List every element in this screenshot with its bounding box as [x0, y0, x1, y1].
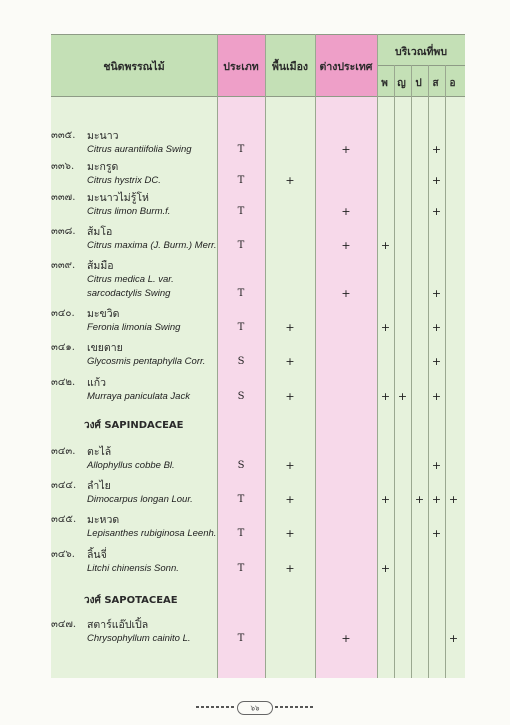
region-letter: พ: [381, 78, 388, 89]
foreign-mark: +: [341, 632, 351, 645]
header-regions-title: บริเวณที่พบ: [394, 46, 448, 58]
thai-name: ลิ้นจี่: [87, 549, 107, 561]
plant-type: T: [237, 633, 245, 644]
region-mark: +: [380, 239, 391, 252]
region-mark: +: [431, 174, 442, 187]
species-number: ๓๔๖.: [51, 549, 75, 560]
region-mark: +: [397, 390, 408, 403]
plant-type: S: [237, 460, 245, 471]
thai-name: มะหวด: [87, 514, 120, 526]
footer-ornament: [196, 706, 234, 708]
plant-type: T: [237, 322, 245, 333]
native-mark: +: [285, 493, 295, 506]
scientific-name: Lepisanthes rubiginosa Leenh.: [87, 528, 217, 539]
plant-type: T: [237, 563, 245, 574]
region-mark: +: [431, 355, 442, 368]
thai-name: มะขวิด: [87, 308, 120, 320]
region-letter: ส: [432, 78, 439, 89]
native-mark: +: [285, 390, 295, 403]
region-mark: +: [431, 205, 442, 218]
scientific-name: Allophyllus cobbe Bl.: [87, 460, 175, 471]
native-mark: +: [285, 321, 295, 334]
scientific-name: Citrus maxima (J. Burm.) Merr.: [87, 240, 217, 251]
foreign-mark: +: [341, 143, 351, 156]
region-mark: +: [414, 493, 425, 506]
page-number-badge: [237, 701, 273, 715]
header-species: ชนิดพรรณไม้: [103, 61, 165, 73]
region-letter: ป: [415, 78, 422, 89]
species-table: [51, 34, 465, 678]
scientific-name: sarcodactylis Swing: [87, 288, 171, 299]
native-mark: +: [285, 562, 295, 575]
scientific-name: Citrus medica L. var.: [87, 274, 174, 285]
species-number: ๓๓๗.: [51, 192, 76, 203]
plant-type: T: [237, 240, 245, 251]
thai-name: มะนาว: [87, 130, 119, 142]
thai-name: ส้มโอ: [87, 226, 113, 238]
plant-type: T: [237, 288, 245, 299]
foreign-mark: +: [341, 205, 351, 218]
region-mark: +: [431, 143, 442, 156]
species-number: ๓๔๒.: [51, 377, 76, 388]
region-mark: +: [431, 287, 442, 300]
native-mark: +: [285, 355, 295, 368]
region-mark: +: [380, 493, 391, 506]
native-mark: +: [285, 174, 295, 187]
scientific-name: Glycosmis pentaphylla Corr.: [87, 356, 206, 367]
species-number: ๓๔๐.: [51, 308, 75, 319]
region-mark: +: [448, 632, 459, 645]
plant-type: T: [237, 528, 245, 539]
region-mark: +: [431, 493, 442, 506]
native-mark: +: [285, 527, 295, 540]
plant-type: S: [237, 356, 245, 367]
thai-name: มะนาวไม่รู้โห่: [87, 192, 149, 204]
species-number: ๓๔๕.: [51, 514, 77, 525]
region-mark: +: [431, 527, 442, 540]
region-mark: +: [431, 459, 442, 472]
scientific-name: Feronia limonia Swing: [87, 322, 181, 333]
species-number: ๓๓๙.: [51, 260, 76, 271]
species-number: ๓๔๑.: [51, 342, 75, 353]
region-mark: +: [380, 390, 391, 403]
thai-name: มะกรูด: [87, 161, 119, 173]
header-foreign: ต่างประเทศ: [319, 61, 373, 73]
scientific-name: Citrus limon Burm.f.: [87, 206, 171, 217]
region-mark: +: [431, 390, 442, 403]
family-heading: วงศ์ SAPOTACEAE: [84, 595, 178, 606]
scientific-name: Chrysophyllum cainito L.: [87, 633, 191, 644]
foreign-mark: +: [341, 239, 351, 252]
species-number: ๓๓๘.: [51, 226, 76, 237]
species-number: ๓๔๔.: [51, 480, 77, 491]
header-type: ประเภท: [223, 61, 259, 73]
plant-type: T: [237, 206, 245, 217]
page-number: ๖๖: [250, 704, 260, 712]
species-number: ๓๓๕.: [51, 130, 76, 141]
region-letter: ญ: [397, 78, 406, 89]
header-native: พื้นเมือง: [271, 61, 309, 73]
species-number: ๓๓๖.: [51, 161, 75, 172]
plant-type: T: [237, 175, 245, 186]
thai-name: สตาร์แอ๊ปเปิ้ล: [87, 619, 149, 631]
scientific-name: Litchi chinensis Sonn.: [87, 563, 179, 574]
native-mark: +: [285, 459, 295, 472]
plant-type: S: [237, 391, 245, 402]
region-mark: +: [431, 321, 442, 334]
footer-ornament: [275, 706, 313, 708]
thai-name: ตะไล้: [87, 446, 112, 458]
thai-name: แก้ว: [87, 377, 107, 389]
species-number: ๓๔๓.: [51, 446, 76, 457]
plant-type: T: [237, 144, 245, 155]
foreign-mark: +: [341, 287, 351, 300]
species-number: ๓๔๗.: [51, 619, 77, 630]
thai-name: ลำไย: [87, 480, 111, 492]
plant-type: T: [237, 494, 245, 505]
region-mark: +: [380, 562, 391, 575]
region-mark: +: [448, 493, 459, 506]
scientific-name: Citrus hystrix DC.: [87, 175, 161, 186]
page-footer: [0, 700, 510, 716]
scientific-name: Dimocarpus longan Lour.: [87, 494, 193, 505]
scientific-name: Murraya paniculata Jack: [87, 391, 190, 402]
scientific-name: Citrus aurantiifolia Swing: [87, 144, 192, 155]
family-heading: วงศ์ SAPINDACEAE: [84, 420, 184, 431]
thai-name: ส้มมือ: [87, 260, 114, 272]
region-letter: อ: [449, 78, 456, 89]
thai-name: เขยตาย: [87, 342, 123, 354]
region-mark: +: [380, 321, 391, 334]
